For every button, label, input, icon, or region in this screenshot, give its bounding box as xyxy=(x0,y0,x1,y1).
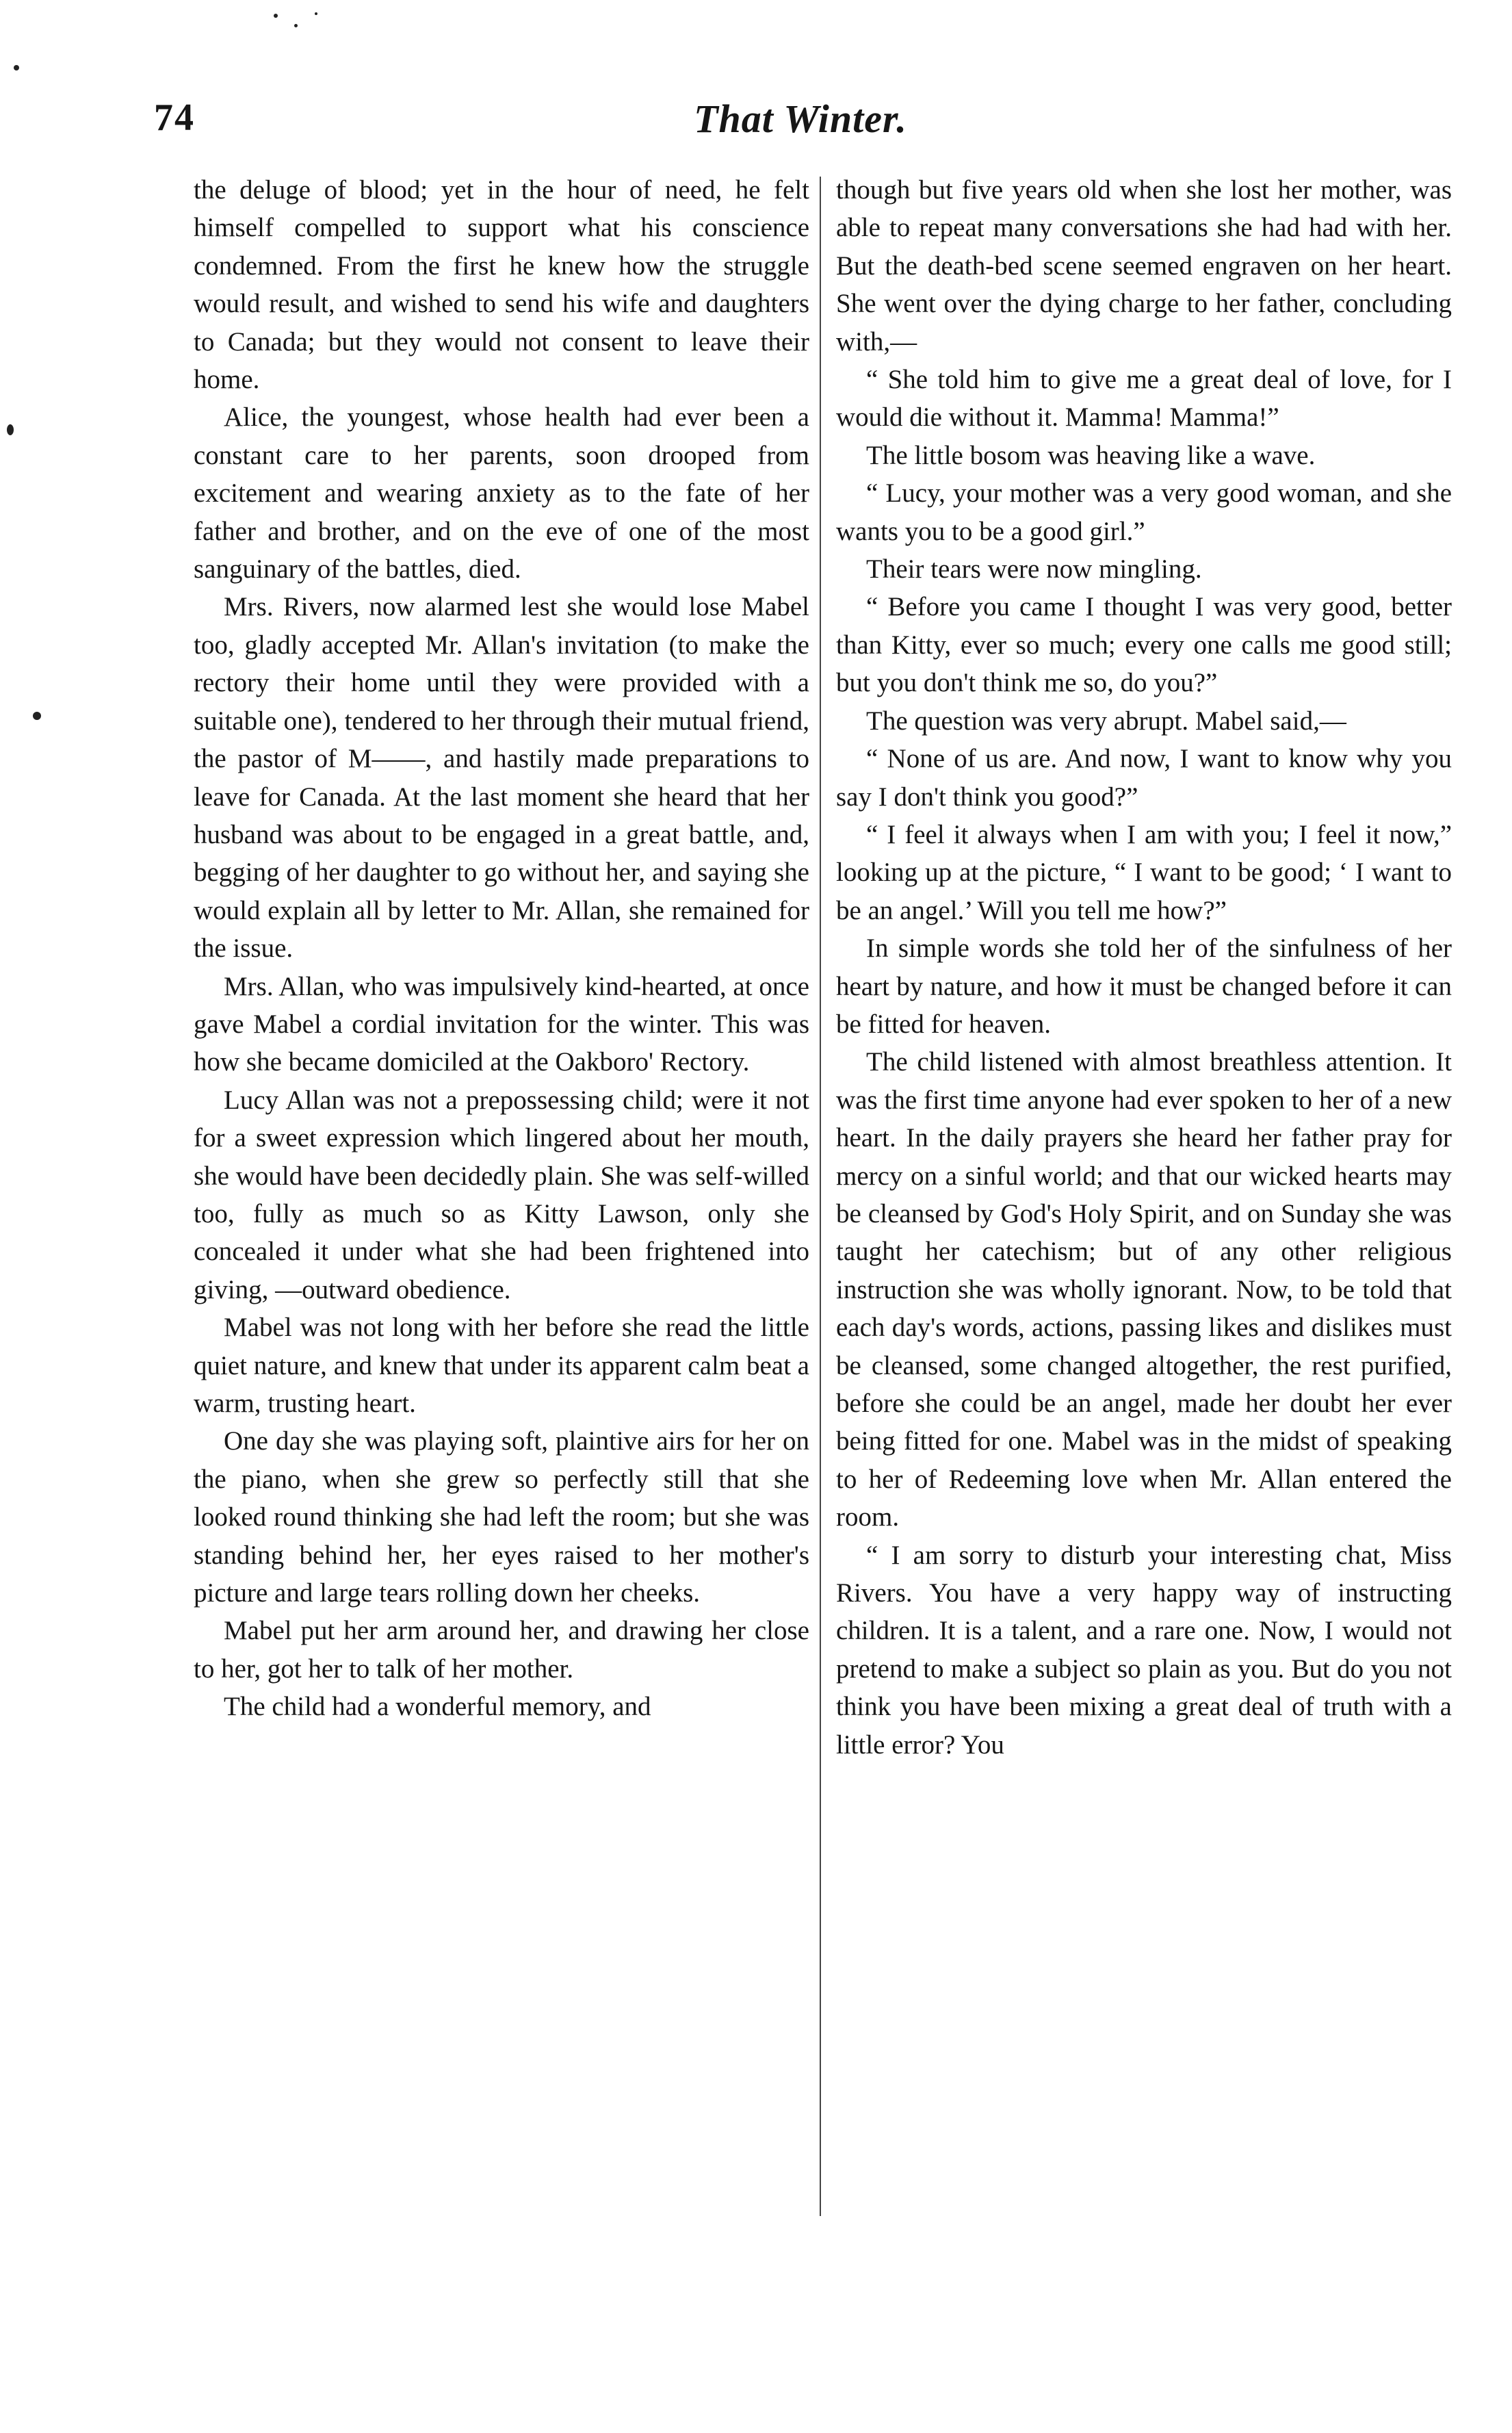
scan-speck xyxy=(274,14,278,18)
paragraph: The child had a wonderful memory, and xyxy=(224,1692,651,1722)
right-column xyxy=(836,171,1452,1764)
paragraph: Mabel put her arm around her, and drawing her close to her, got her to talk of her mother. xyxy=(194,1616,809,1684)
scan-speck xyxy=(33,712,41,720)
page-number: 74 xyxy=(154,96,195,139)
paragraph: Mabel was not long with her before she read the little quiet nature, and knew that under its apparent calm beat a warm, trusting heart. xyxy=(194,1313,809,1418)
paragraph: Mrs. Allan, who was impulsively kind-hearted, at once gave Mabel a cordial invitation for the winter. This was how she became domiciled at the Oakboro' Rectory. xyxy=(194,971,809,1077)
paragraph: though but five years old when she lost her mother, was able to repeat many conversations she had had with her. But the death-bed scene seemed engraven on her heart. She went over the dying charge to her father, concluding with,— xyxy=(836,175,1452,357)
paragraph: Alice, the youngest, whose health had ever been a constant care to her parents, soon drooped from excitement and wearing anxiety as to the fate of her father and brother, and on the eve of one of the most sanguinary of the battles, died. xyxy=(194,402,809,584)
paragraph: Lucy Allan was not a prepossessing child; were it not for a sweet expression which lingered about her mouth, she would have been decidedly plain. She was self-willed too, fully as much so as Kitty Lawson, only she concealed it under what she had been frightened into giving, —outward obedience. xyxy=(194,1085,809,1304)
paragraph: The question was very abrupt. Mabel said,— xyxy=(866,706,1346,736)
scan-speck xyxy=(315,12,317,15)
paragraph: One day she was playing soft, plaintive airs for her on the piano, when she grew so perfectly still that she looked round thinking she had left the room; but she was standing behind her, her eyes raised to her mother's picture and large tears rolling down her cheeks. xyxy=(194,1426,809,1608)
paragraph: The child listened with almost breathless attention. It was the first time anyone had ever spoken to her of a new heart. In the daily prayers she heard her father pray for mercy on a sinful world; and that our wicked hearts may be cleansed by God's Holy Spirit, and on Sunday she was taught her catechism; but of any other religious instruction she was wholly ignorant. Now, to be told that each day's words, actions, passing likes and dislikes must be cleansed, some changed altogether, the rest purified, before she could be an angel, made her doubt her ever being fitted for one. Mabel was in the midst of speaking to her of Redeeming love when Mr. Allan entered the room. xyxy=(836,1047,1452,1532)
paragraph: The little bosom was heaving like a wave. xyxy=(866,440,1316,470)
paragraph: “ She told him to give me a great deal of love, for I would die without it. Mamma! Mamma!” xyxy=(836,365,1452,433)
paragraph: “ None of us are. And now, I want to know why you say I don't think you good?” xyxy=(836,744,1452,812)
running-title: That Winter. xyxy=(694,96,907,141)
paragraph: “ I am sorry to disturb your interesting chat, Miss Rivers. You have a very happy way of instructing children. It is a talent, and a rare one. Now, I would not pretend to make a subject so plain as you. But do you not think you have been mixing a great deal of truth with a little error? You xyxy=(836,1540,1452,1760)
paragraph: the deluge of blood; yet in the hour of need, he felt himself compelled to support what his conscience condemned. From the first he knew how the struggle would result, and wished to send his wife and daughters to Canada; but they would not consent to leave their home. xyxy=(194,175,809,395)
left-column xyxy=(194,171,809,1726)
paragraph: In simple words she told her of the sinfulness of her heart by nature, and how it must be changed before it can be fitted for heaven. xyxy=(836,934,1452,1039)
scan-speck xyxy=(14,65,19,70)
scan-speck xyxy=(294,24,298,27)
column-divider xyxy=(820,177,821,2216)
paragraph: “ Before you came I thought I was very good, better than Kitty, ever so much; every one calls me good still; but you don't think me so, do you?” xyxy=(836,592,1452,698)
paragraph: Mrs. Rivers, now alarmed lest she would lose Mabel too, gladly accepted Mr. Allan's invitation (to make the rectory their home until they were provided with a suitable one), tendered to her through their mutual friend, the pastor of M——, and hastily made preparations to leave for Canada. At the last moment she heard that her husband was about to be engaged in a great battle, and, begging of her daughter to go without her, and saying she would explain all by letter to Mr. Allan, she remained for the issue. xyxy=(194,592,809,964)
paragraph: Their tears were now mingling. xyxy=(866,554,1202,584)
paragraph: “ Lucy, your mother was a very good woman, and she wants you to be a good girl.” xyxy=(836,478,1452,546)
scan-speck xyxy=(7,424,14,435)
page-header xyxy=(140,96,1461,151)
paragraph: “ I feel it always when I am with you; I feel it now,” looking up at the picture, “ I want to be good; ‘ I want to be an angel.’ Will you tell me how?” xyxy=(836,819,1452,925)
